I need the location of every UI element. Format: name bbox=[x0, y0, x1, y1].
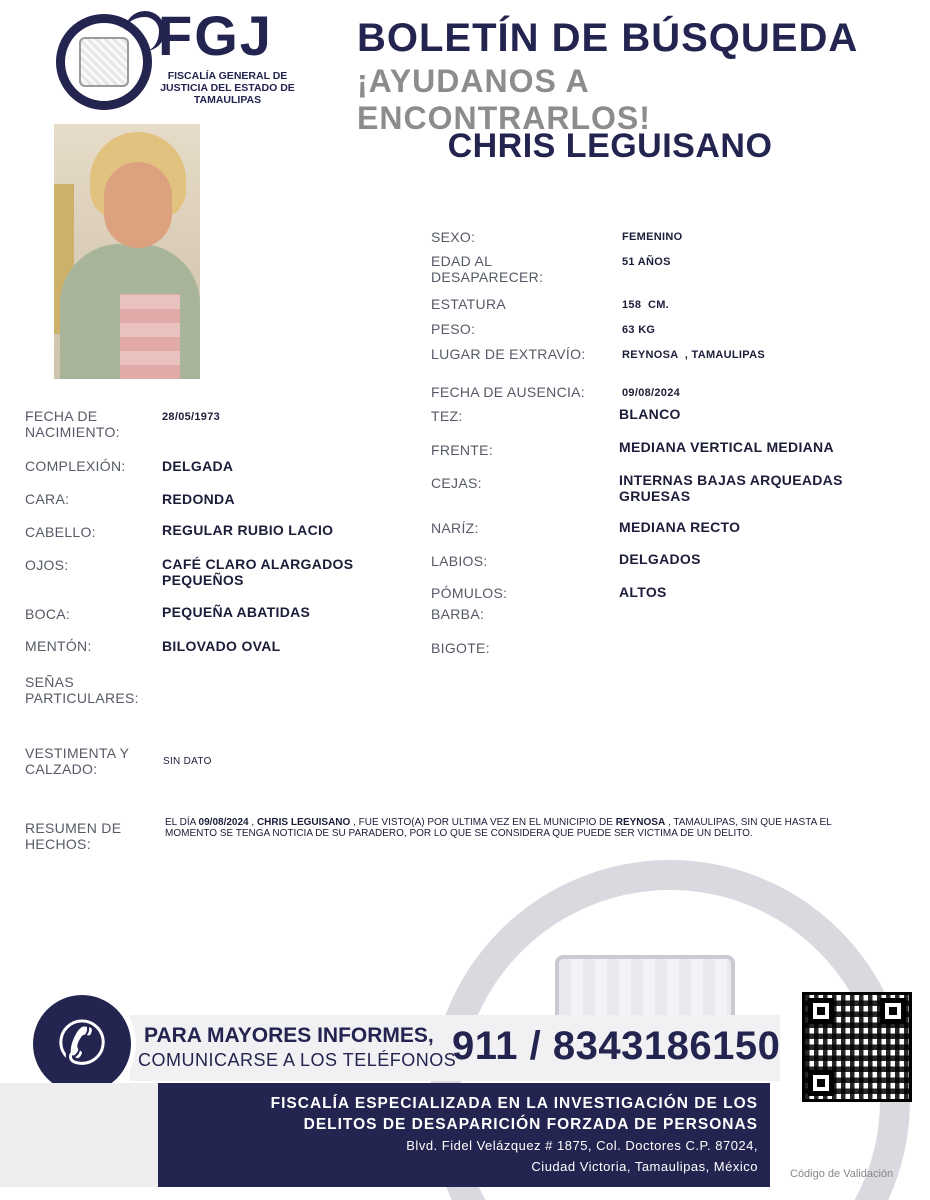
fgj-logo-icon bbox=[56, 14, 152, 110]
value-fecha-nac: 28/05/1973 bbox=[162, 411, 221, 423]
value-complexion: DELGADA bbox=[162, 458, 234, 474]
value-fecha-ausencia: 09/08/2024 bbox=[622, 387, 681, 399]
bulletin-title: BOLETÍN DE BÚSQUEDA bbox=[357, 16, 859, 60]
value-estatura: 158 CM. bbox=[622, 299, 670, 311]
summary-text: EL DÍA 09/08/2024 , CHRIS LEGUISANO , FUE VISTO(A) POR ULTIMA VEZ EN EL MUNICIPIO DE REYNOSA , TAMAULIPAS, SIN QUE HASTA EL MOMENTO SE TENGA NOTICIA DE SU PARADERO, POR LO QUE SE CONSIDERA QUE PUEDE SER VICTIMA DE UN DELITO. bbox=[165, 817, 832, 839]
label-senas: SEÑAS PARTICULARES: bbox=[25, 674, 139, 706]
label-menton: MENTÓN: bbox=[25, 638, 92, 654]
logo-text: FGJ bbox=[158, 4, 273, 67]
person-photo bbox=[54, 124, 200, 379]
phone-numbers[interactable]: 911 / 8343186150 bbox=[452, 1024, 781, 1068]
label-labios: LABIOS: bbox=[431, 553, 488, 569]
label-resumen: RESUMEN DE HECHOS: bbox=[25, 820, 122, 852]
bulletin-subtitle: ¡AYUDANOS A ENCONTRARLOS! bbox=[357, 63, 651, 136]
label-ojos: OJOS: bbox=[25, 557, 69, 573]
value-tez: BLANCO bbox=[619, 406, 681, 422]
label-fecha-nac: FECHA DE NACIMIENTO: bbox=[25, 408, 120, 440]
footer-address bbox=[158, 1083, 770, 1187]
state-seal-icon bbox=[79, 37, 129, 87]
qr-code-icon[interactable] bbox=[802, 992, 912, 1102]
phone-icon: ✆ bbox=[56, 1009, 108, 1079]
value-frente: MEDIANA VERTICAL MEDIANA bbox=[619, 439, 834, 455]
label-frente: FRENTE: bbox=[431, 442, 493, 458]
qr-caption: Código de Validación bbox=[790, 1168, 894, 1180]
value-cara: REDONDA bbox=[162, 491, 235, 507]
footer-line-1: FISCALÍA ESPECIALIZADA EN LA INVESTIGACIÓN DE LOS bbox=[270, 1095, 758, 1112]
label-pomulos: PÓMULOS: bbox=[431, 585, 508, 601]
value-boca: PEQUEÑA ABATIDAS bbox=[162, 604, 311, 620]
label-peso: PESO: bbox=[431, 321, 476, 337]
pixelated-region bbox=[120, 294, 180, 379]
label-cejas: CEJAS: bbox=[431, 475, 482, 491]
person-name: CHRIS LEGUISANO bbox=[447, 127, 773, 165]
contact-line-2: COMUNICARSE A LOS TELÉFONOS bbox=[138, 1050, 457, 1070]
value-vestimenta: SIN DATO bbox=[163, 756, 212, 767]
value-sexo: FEMENINO bbox=[622, 231, 683, 243]
label-barba: BARBA: bbox=[431, 606, 485, 622]
value-pomulos: ALTOS bbox=[619, 584, 667, 600]
label-vestimenta: VESTIMENTA Y CALZADO: bbox=[25, 745, 129, 777]
value-lugar: REYNOSA , TAMAULIPAS bbox=[622, 349, 765, 361]
value-cejas: INTERNAS BAJAS ARQUEADAS GRUESAS bbox=[619, 472, 843, 504]
value-menton: BILOVADO OVAL bbox=[162, 638, 281, 654]
label-bigote: BIGOTE: bbox=[431, 640, 490, 656]
value-labios: DELGADOS bbox=[619, 551, 701, 567]
label-fecha-ausencia: FECHA DE AUSENCIA: bbox=[431, 384, 585, 400]
label-nariz: NARÍZ: bbox=[431, 520, 479, 536]
label-tez: TEZ: bbox=[431, 408, 463, 424]
footer-line-4: Ciudad Victoria, Tamaulipas, México bbox=[531, 1159, 758, 1174]
footer-line-3: Blvd. Fidel Velázquez # 1875, Col. Doctores C.P. 87024, bbox=[406, 1138, 758, 1153]
value-peso: 63 KG bbox=[622, 324, 656, 336]
logo-subtitle: FISCALÍA GENERAL DE JUSTICIA DEL ESTADO DE TAMAULIPAS bbox=[160, 70, 295, 106]
label-estatura: ESTATURA bbox=[431, 296, 506, 312]
value-edad: 51 AÑOS bbox=[622, 256, 671, 268]
label-sexo: SEXO: bbox=[431, 229, 476, 245]
footer-line-2: DELITOS DE DESAPARICIÓN FORZADA DE PERSONAS bbox=[303, 1116, 758, 1133]
label-cabello: CABELLO: bbox=[25, 524, 96, 540]
value-nariz: MEDIANA RECTO bbox=[619, 519, 741, 535]
value-cabello: REGULAR RUBIO LACIO bbox=[162, 522, 334, 538]
contact-line-1: PARA MAYORES INFORMES, bbox=[144, 1024, 434, 1047]
label-complexion: COMPLEXIÓN: bbox=[25, 458, 126, 474]
label-cara: CARA: bbox=[25, 491, 70, 507]
value-ojos: CAFÉ CLARO ALARGADOS PEQUEÑOS bbox=[162, 556, 354, 588]
label-lugar: LUGAR DE EXTRAVÍO: bbox=[431, 346, 586, 362]
label-edad: EDAD AL DESAPARECER: bbox=[431, 253, 544, 285]
label-boca: BOCA: bbox=[25, 606, 71, 622]
